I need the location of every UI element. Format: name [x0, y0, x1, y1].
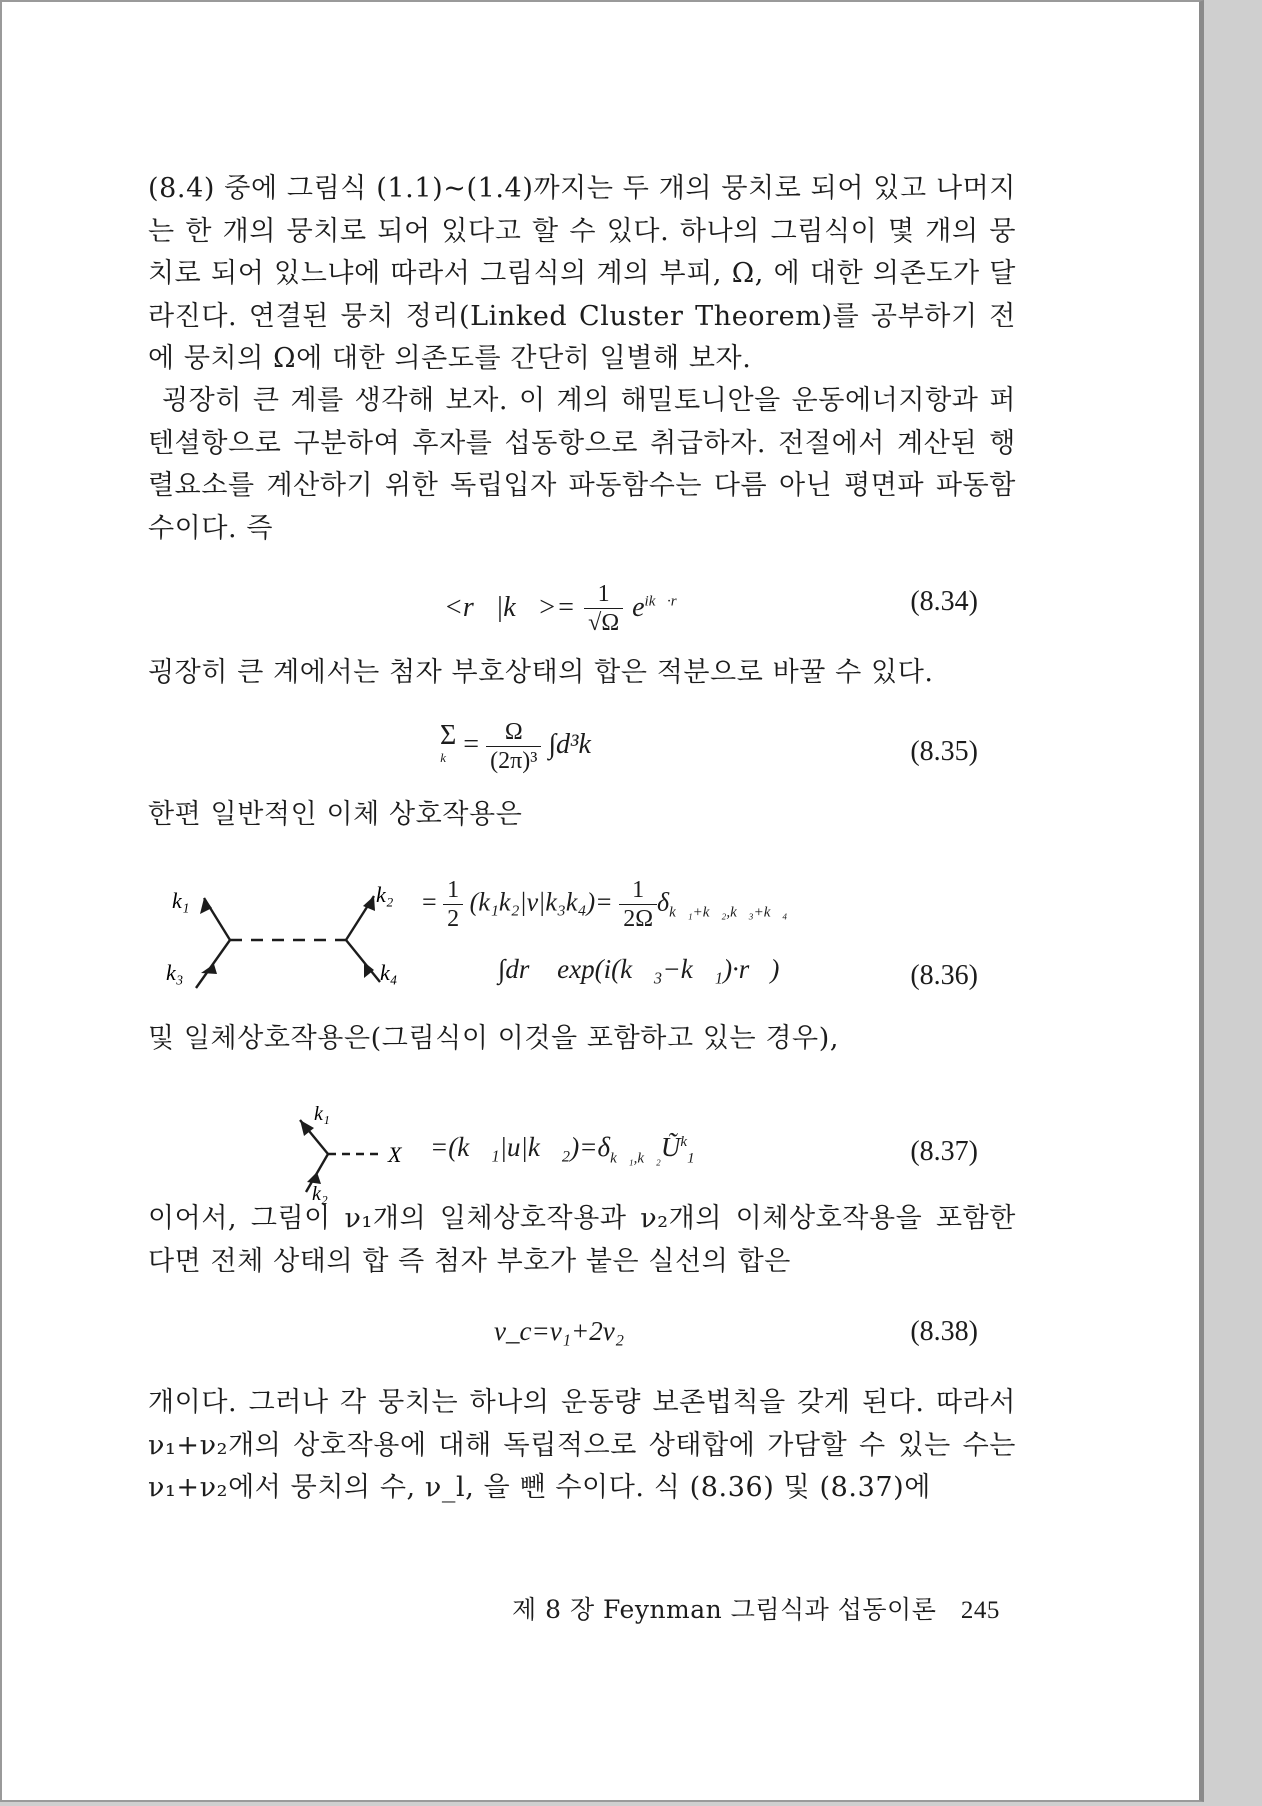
equation-8-35: [148, 716, 1016, 796]
eq836-number: (8.36): [910, 960, 978, 991]
eq835-equals: =: [463, 728, 480, 760]
paragraph-4: 한편 일반적인 이체 상호작용은: [148, 799, 523, 830]
paragraph-5: 및 일체상호작용은(그림식이 이것을 포함하고 있는 경우),: [148, 1023, 840, 1054]
equation-8-36: [148, 870, 1016, 1020]
label-k2: k₂: [312, 1183, 328, 1205]
eq837-rhs: $=(k⃗_1|u|k⃗_2)=\delta_{k⃗_1,k⃗_2}Ũ^k_1$: [430, 1132, 695, 1167]
eq835-number: (8.35): [910, 736, 978, 767]
equation-8-37: [148, 1100, 1016, 1208]
eq835-integral: ∫d³k⃗: [548, 728, 613, 760]
eq836-line1: = $\frac{1}{2}$ (k₁k₂|v|k₃k₄)= $\frac{1}{2\Omega}$ $\delta_{k⃗_1+k⃗_2,k⃗_3+k⃗_4}$: [422, 877, 788, 932]
equation-8-34: [148, 572, 1016, 642]
footer-chapter: 제 8 장 Feynman 그림식과 섭동이론: [512, 1595, 937, 1624]
one-body-interaction-diagram: [288, 1100, 428, 1208]
paragraph-7: 개이다. 그러나 각 뭉치는 하나의 운동량 보존법칙을 갖게 된다. 따라서 ν₁+ν₂개의 상호작용에 대해 독립적으로 상태합에 가담할 수 있는 수는 ν₁+ν₂에서 뭉치의 수, ν_l, 을 뺀 수이다. 식 (8.36) 및 (8.37)에: [148, 1387, 1016, 1503]
label-k3: k₃: [166, 960, 184, 985]
label-k1: k₁: [314, 1103, 330, 1125]
label-k2: k₂: [376, 882, 394, 907]
eq837-number: (8.37): [910, 1136, 978, 1167]
paragraph-6: 이어서, 그림이 ν₁개의 일체상호작용과 ν₂개의 이체상호작용을 포함한다면 전체 상태의 합 즉 첨자 부호가 붙은 실선의 합은: [148, 1203, 1016, 1277]
eq834-fraction: $\frac{1}{√\Omega}$: [584, 580, 623, 637]
paragraph-3: 굉장히 큰 계에서는 첨자 부호상태의 합은 적분으로 바꿀 수 있다.: [148, 657, 934, 688]
eq838-number: (8.38): [910, 1316, 978, 1347]
eq838-text: ν_c=ν₁+2ν₂: [494, 1316, 625, 1346]
page-footer: [512, 1590, 1000, 1626]
equation-8-38: [148, 1304, 1016, 1364]
page-number: 245: [960, 1597, 1000, 1624]
label-x: X: [388, 1142, 402, 1167]
eq834-lhs: <r⃗|k⃗>=: [444, 592, 576, 623]
eq834-number: (8.34): [910, 586, 978, 617]
eq836-line2: ∫dr⃗ exp(i(k⃗₃−k⃗₁)·r⃗): [498, 954, 780, 984]
eq834-exp: $e^{ik⃗\cdot r⃗}$: [632, 592, 689, 623]
paragraph-1: (8.4) 중에 그림식 (1.1)~(1.4)까지는 두 개의 뭉치로 되어 있고 나머지는 한 개의 뭉치로 되어 있다고 할 수 있다. 하나의 그림식이 몇 개의 뭉치로 되어 있느냐에 따라서 그림식의 계의 부피, Ω, 에 대한 의존도가 달라진다. 연결된 뭉치 정리(Linked Cluster Theorem)를 공부하기 전에 뭉치의 Ω에 대한 의존도를 간단히 일별해 보자.: [148, 173, 1016, 374]
eq835-fraction: $\frac{\Omega}{\text{(2π)³}}$: [486, 718, 541, 775]
label-k4: k₄: [380, 960, 398, 985]
label-k1: k₁: [172, 888, 190, 913]
eq835-sum: Σ k⃗: [440, 719, 457, 765]
two-body-interaction-diagram: [158, 870, 398, 1015]
paragraph-2: 굉장히 큰 계를 생각해 보자. 이 계의 해밀토니안을 운동에너지항과 퍼텐셜항으로 구분하여 후자를 섭동항으로 취급하자. 전절에서 계산된 행렬요소를 계산하기 위한 독립입자 파동함수는 다름 아닌 평면파 파동함수이다. 즉: [148, 385, 1016, 544]
